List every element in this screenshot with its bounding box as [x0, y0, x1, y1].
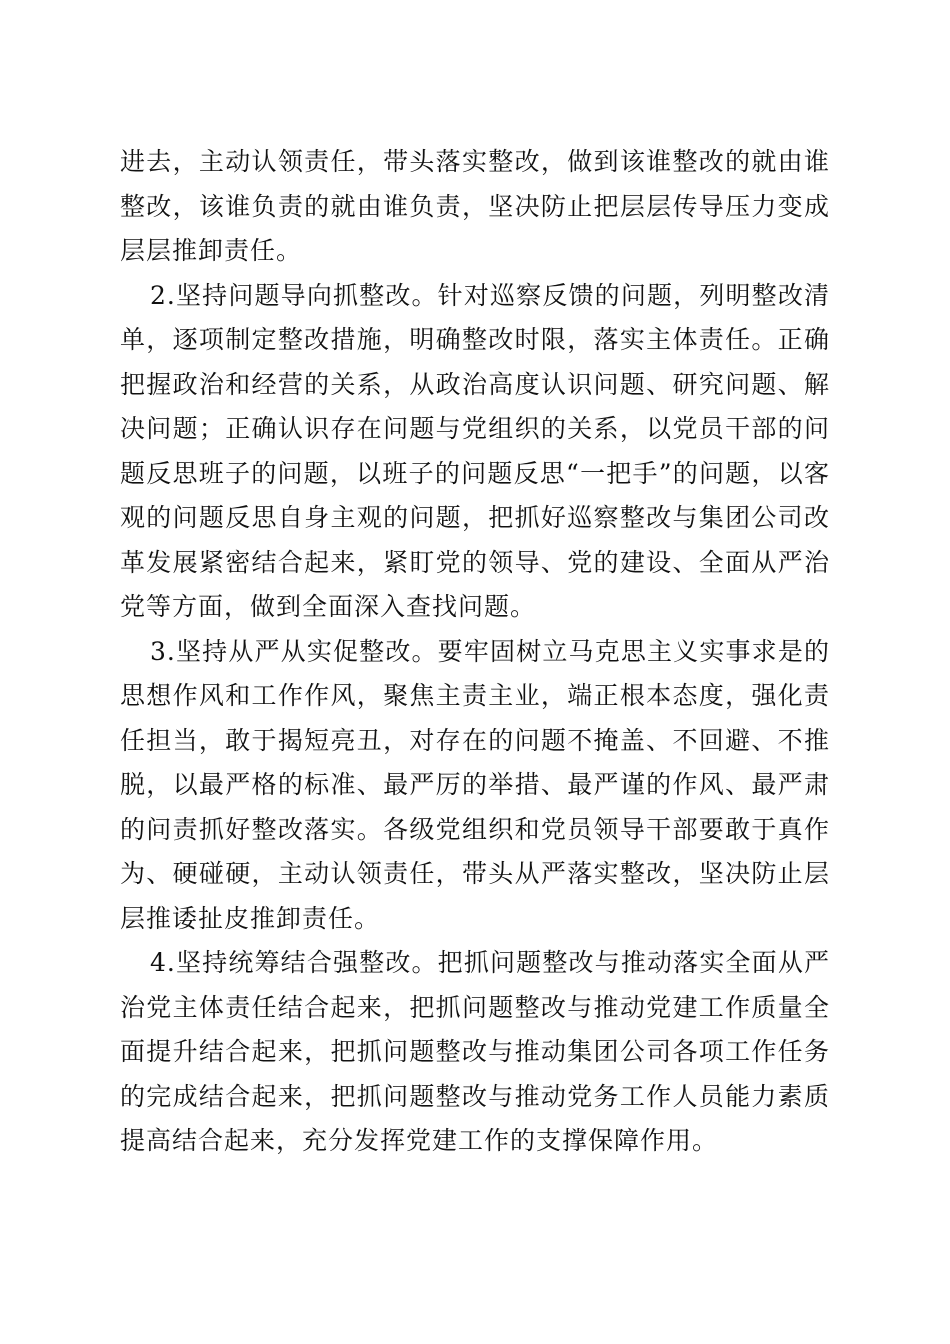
- paragraph-continuation: 进去，主动认领责任，带头落实整改，做到该谁整改的就由谁整改，该谁负责的就由谁负责，坚决防止把层层传导压力变成层层推卸责任。: [120, 147, 830, 265]
- paragraph-item-2: 2.坚持问题导向抓整改。针对巡察反馈的问题，列明整改清单，逐项制定整改措施，明确整改时限，落实主体责任。正确把握政治和经营的关系，从政治高度认识问题、研究问题、解决问题；正确认识存在问题与党组织的关系，以党员干部的问题反思班子的问题，以班子的问题反思“一把手”的问题，以客观的问题反思自身主观的问题，把抓好巡察整改与集团公司改革发展紧密结合起来，紧盯党的领导、党的建设、全面从严治党等方面，做到全面深入查找问题。: [120, 280, 830, 621]
- paragraph-item-3: 3.坚持从严从实促整改。要牢固树立马克思主义实事求是的思想作风和工作作风，聚焦主责主业，端正根本态度，强化责任担当，敢于揭短亮丑，对存在的问题不掩盖、不回避、不推脱，以最严格的标准、最严厉的举措、最严谨的作风、最严肃的问责抓好整改落实。各级党组织和党员领导干部要敢于真作为、硬碰硬，主动认领责任，带头从严落实整改，坚决防止层层推诿扯皮推卸责任。: [120, 636, 830, 933]
- paragraph-item-4: 4.坚持统筹结合强整改。把抓问题整改与推动落实全面从严治党主体责任结合起来，把抓问题整改与推动党建工作质量全面提升结合起来，把抓问题整改与推动集团公司各项工作任务的完成结合起来，把抓问题整改与推动党务工作人员能力素质提高结合起来，充分发挥党建工作的支撑保障作用。: [120, 948, 830, 1155]
- document-body: [120, 140, 830, 1164]
